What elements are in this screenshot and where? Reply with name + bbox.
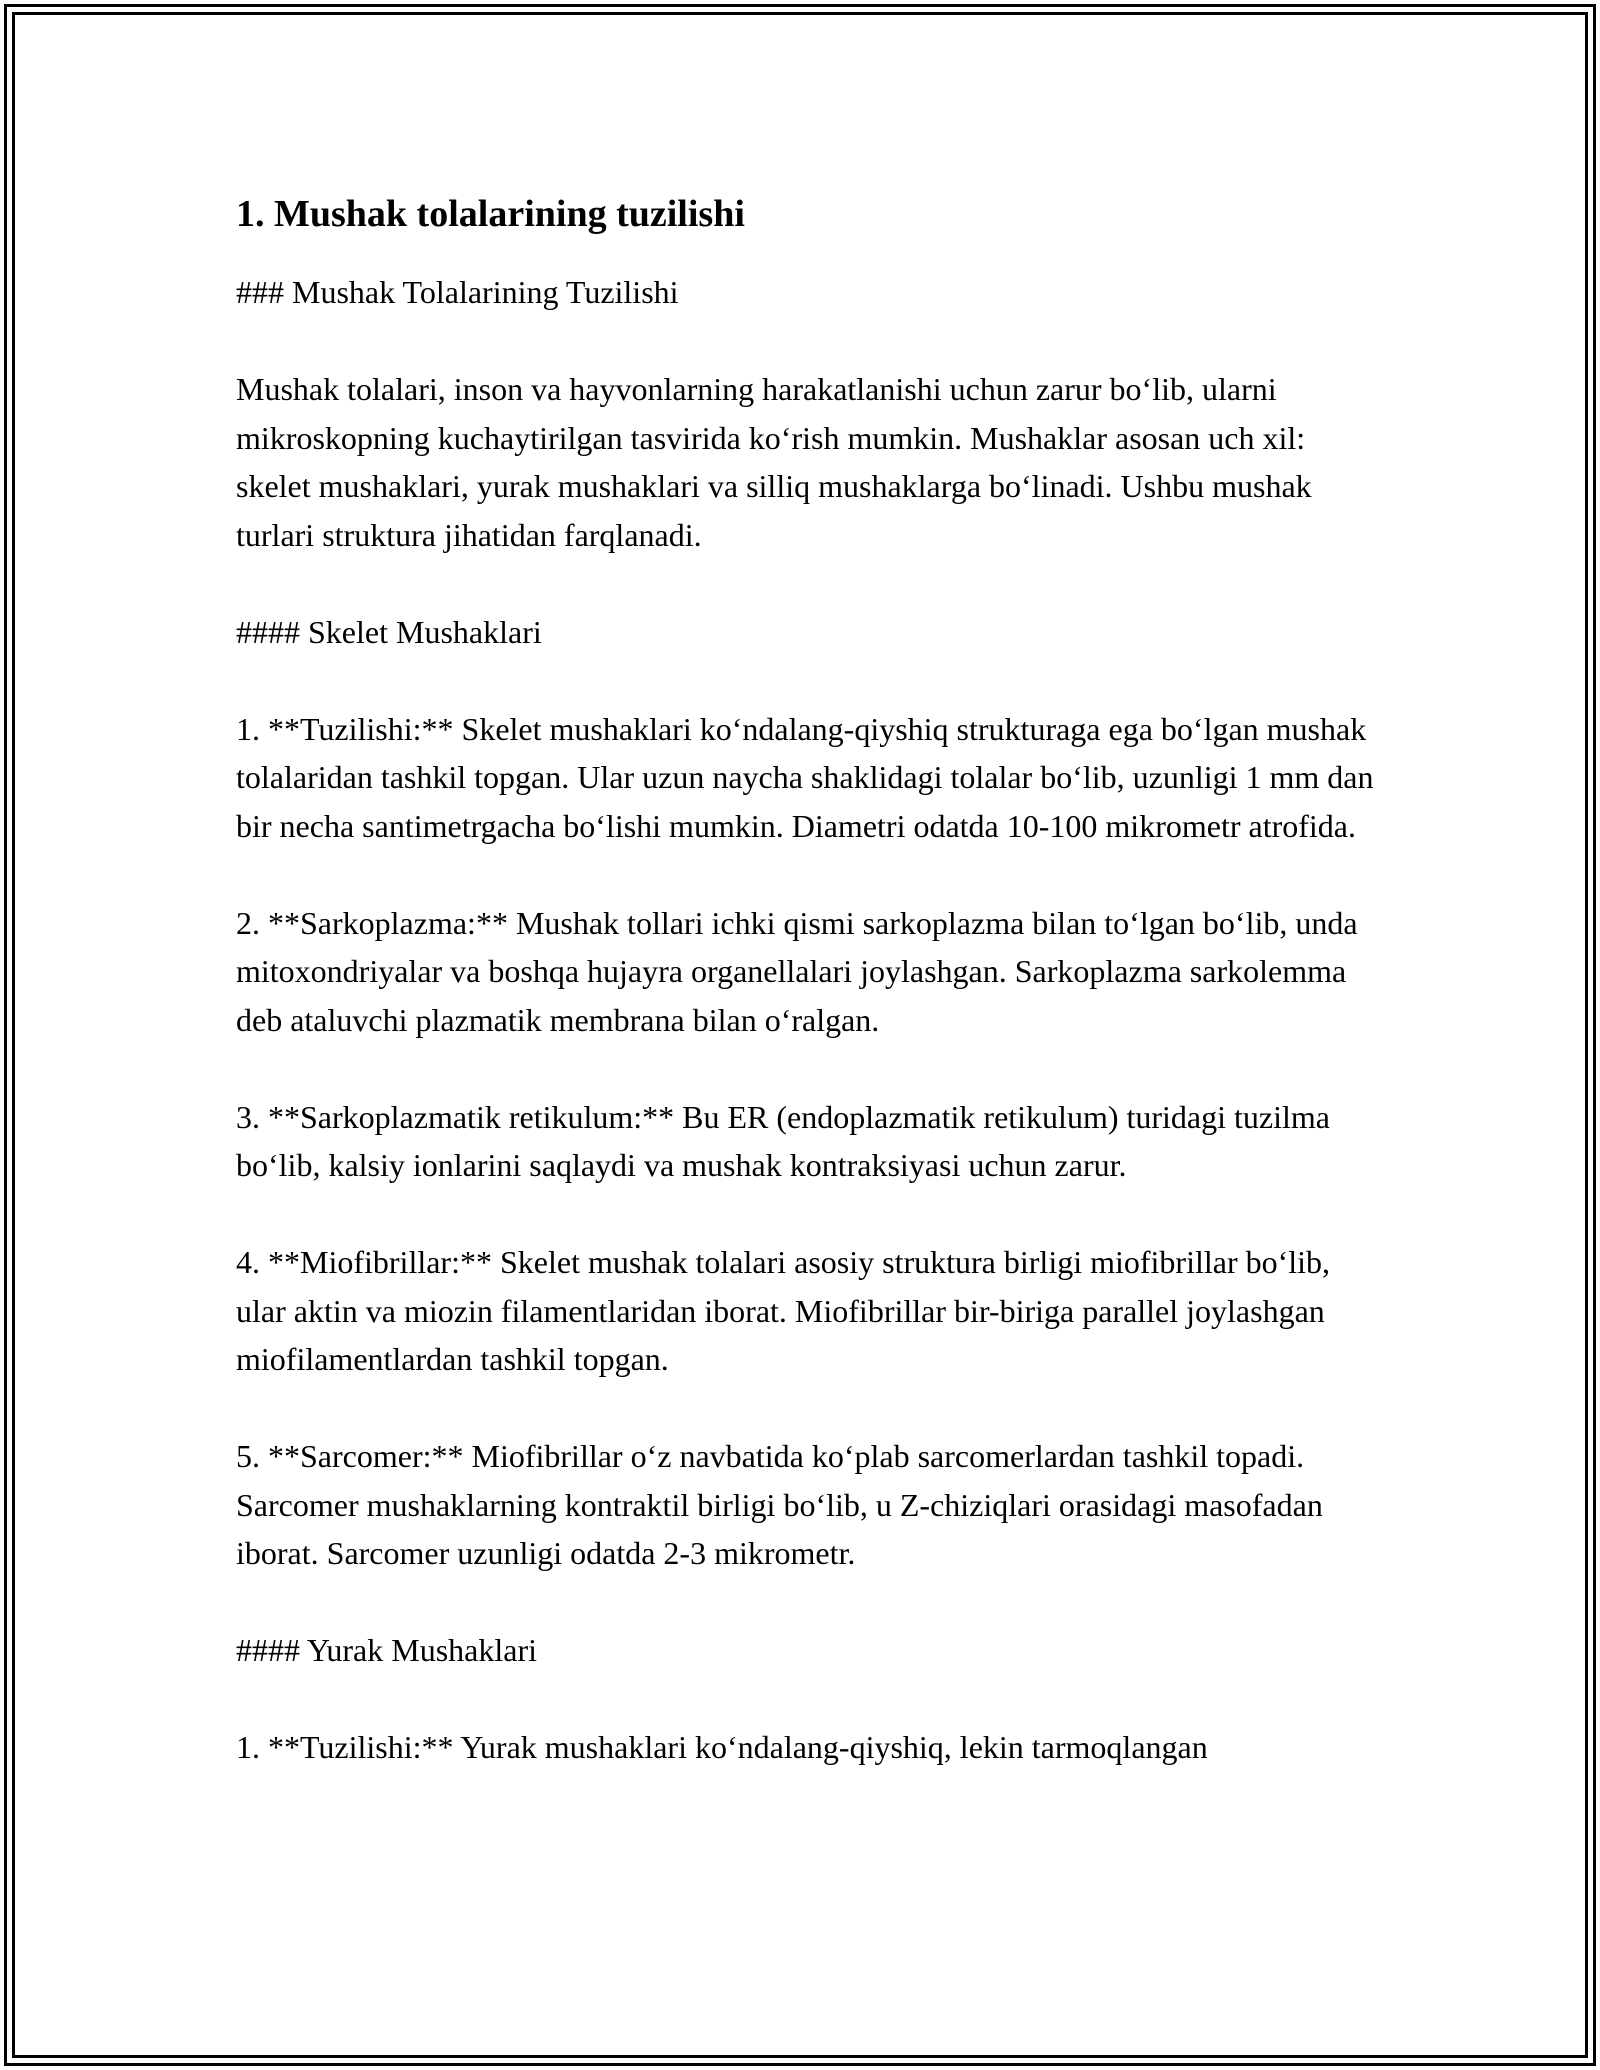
list-item-tuzilishi: 1. **Tuzilishi:** Skelet mushaklari ko‘ndalang-qiyshiq strukturaga ega bo‘lgan mushak tolalaridan tashkil topgan. Ular uzun naycha shaklidagi tolalar bo‘lib, uzunligi 1 mm dan bir necha santimetrgacha bo‘lishi mumkin. Diametri odatda 10-100 mikrometr atrofida.: [236, 710, 1374, 844]
document-title: 1. Mushak tolalarining tuzilishi: [236, 193, 745, 235]
list-item-retikulum: 3. **Sarkoplazmatik retikulum:** Bu ER (endoplazmatik retikulum) turidagi tuzilma bo‘lib, kalsiy ionlarini saqlaydi va mushak kontraksiyasi uchun zarur.: [236, 1098, 1330, 1183]
list-item-sarcomer: 5. **Sarcomer:** Miofibrillar o‘z navbatida ko‘plab sarcomerlardan tashkil topadi. Sarcomer mushaklarning kontraktil birligi bo‘lib, u Z-chiziqlari orasidagi masofadan iborat. Sarcomer uzunligi odatda 2-3 mikrometr.: [236, 1438, 1323, 1571]
list-item-sarkoplazma: 2. **Sarkoplazma:** Mushak tollari ichki qismi sarkoplazma bilan to‘lgan bo‘lib, unda mitoxondriyalar va boshqa hujayra organellalari joylashgan. Sarkoplazma sarkolemma deb ataluvchi plazmatik membrana bilan o‘ralgan.: [236, 904, 1358, 1038]
section-heading-yurak: #### Yurak Mushaklari: [236, 1632, 537, 1668]
list-item-miofibrillar: 4. **Miofibrillar:** Skelet mushak tolalari asosiy struktura birligi miofibrillar bo‘lib, ular aktin va miozin filamentlaridan iborat. Miofibrillar bir-biriga parallel joylashgan miofilamentlardan tashkil topgan.: [236, 1244, 1331, 1377]
section-heading-skelet: #### Skelet Mushaklari: [236, 613, 542, 650]
list-item-yurak-tuzilishi: 1. **Tuzilishi:** Yurak mushaklari ko‘ndalang-qiyshiq, lekin tarmoqlangan: [236, 1729, 1208, 1765]
section-heading-main: ### Mushak Tolalarining Tuzilishi: [236, 274, 679, 310]
intro-paragraph: Mushak tolalari, inson va hayvonlarning harakatlanishi uchun zarur bo‘lib, ularni mikroskopning kuchaytirilgan tasvirida ko‘rish mumkin. Mushaklar asosan uch xil: skelet mushaklari, yurak mushaklari va silliq mushaklarga bo‘linadi. Ushbu mushak turlari struktura jihatidan farqlanadi.: [236, 371, 1312, 553]
document-content: [236, 188, 1386, 1820]
